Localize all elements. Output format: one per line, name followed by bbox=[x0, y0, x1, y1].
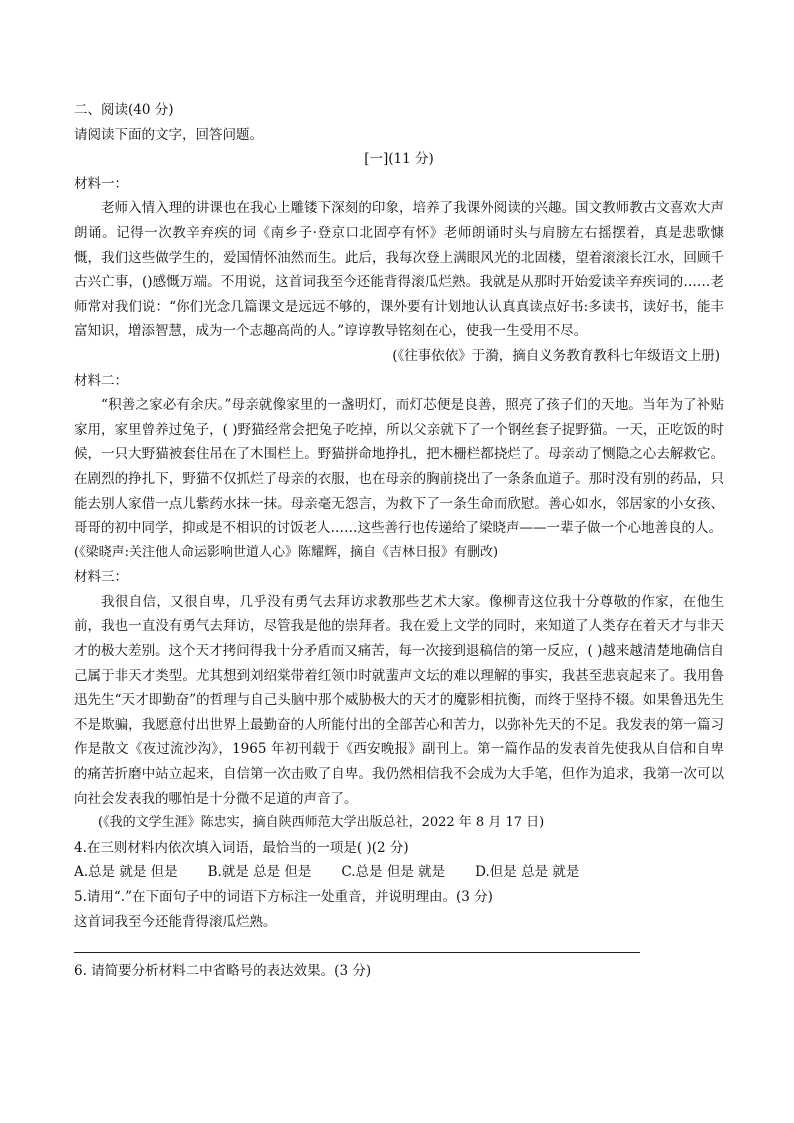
option-b: B.就是 总是 但是 bbox=[207, 864, 312, 881]
material1-text: 老师入情入理的讲课也在我心上雕镂下深刻的印象，培养了我课外阅读的兴趣。国文教师教古文喜欢大声朗诵。记得一次教辛弃疾的词《南乡子·登京口北固亭有怀》老师朗诵时头与肩膀左右摇摆着，真是悲歌慷慨，我们这些做学生的，爱国情怀油然而生。此后，我每次登上满眼风光的北固楼，望着滚滚长江水，回顾千古兴亡事，()感慨万端。不用说，这首词我至今还能背得滚瓜烂熟。我就是从那时开始爱读辛弃疾词的……老师常对我们说：“你们光念几篇课文是远远不够的，课外要有计划地认认真真读点好书:多读书，读好书，能丰富知识，增添智慧，成为一个志趣高尚的人。”谆谆教导铭刻在心，使我一生受用不尽。 bbox=[74, 200, 724, 340]
question-4-stem: 4.在三则材料内依次填入词语，最恰当的一项是( )(2 分) bbox=[74, 839, 409, 856]
material3-source: (《我的文学生涯》陈忠实，摘自陕西师范大学出版总社，2022 年 8 月 17 日) bbox=[98, 815, 545, 831]
question-4-options bbox=[74, 860, 724, 885]
reading-instruction: 请阅读下面的文字，回答问题。 bbox=[74, 126, 263, 143]
part-heading: [一](11 分) bbox=[364, 151, 434, 168]
option-d: D.但是 总是 就是 bbox=[475, 864, 580, 881]
material2-source: (《梁晓声:关注他人命运影响世道人心》陈耀辉，摘自《吉林日报》有删改) bbox=[74, 544, 499, 560]
material3-text: 我很自信，又很自卑，几乎没有勇气去拜访求教那些艺术大家。像柳青这位我十分尊敬的作家，在他生前，我也一直没有勇气去拜访，尽管我是他的崇拜者。我在爱上文学的同时，来知道了人类存在着天才与非天才的极大差别。这个天才拷问得我十分矛盾而又痛苦，每一次接到退稿信的第一反应，( )越来越清楚地确信自己属于非天才类型。尤其想到刘绍棠带着红领巾时就蜚声文坛的难以理解的事实，我甚至悲哀起来了。我用鲁迅先生“天才即勤奋”的哲理与自己头脑中那个威胁极大的天才的魔影相抗衡，而终于坚持不辍。如果鲁迅先生不是欺骗，我愿意付出世界上最勤奋的人所能付出的全部苦心和苦力，以弥补先天的不足。我发表的第一篇习作是散文《夜过流沙沟》，1965 年初刊载于《西安晚报》副刊上。第一篇作品的发表首先使我从自信和自卑的痛苦折磨中站立起来，自信第一次击败了自卑。我仍然相信我不会成为大手笔，但作为追求，我第一次可以向社会发表我的哪怕是十分微不足道的声音了。 bbox=[74, 593, 724, 807]
material2-text: “积善之家必有余庆。”母亲就像家里的一盏明灯，而灯芯便是良善，照亮了孩子们的天地。当年为了补贴家用，家里曾养过兔子，( )野猫经常会把兔子吃掉，所以父亲就下了一个钢丝套子捉野猫。一天，正吃饭的时候，一只大野猫被套住吊在了木围栏上。野猫拼命地挣扎，把木栅栏都挠烂了。母亲动了恻隐之心去解救它。在剧烈的挣扎下，野猫不仅抓烂了母亲的衣服，也在母亲的胸前挠出了一条条血道子。那时没有别的药品，只能去别人家借一点儿紫药水抹一抹。母亲毫无怨言，为救下了一条生命而欣慰。善心如水，邻居家的小女孩、哥哥的初中同学，抑或是不相识的讨饭老人……这些善行也传递给了梁晓声——一辈子做一个心地善良的人。 bbox=[74, 397, 724, 537]
section-heading: 二、阅读(40 分) bbox=[74, 102, 174, 118]
material2-label: 材料二： bbox=[74, 372, 128, 389]
material1-label: 材料一： bbox=[74, 175, 128, 192]
exam-page bbox=[74, 98, 724, 984]
answer-line bbox=[74, 952, 640, 953]
question-6-stem: 6. 请简要分析材料二中省略号的表达效果。(3 分) bbox=[74, 963, 372, 980]
material1-source: (《往事依依》于漪，摘自义务教育教科七年级语文上册) bbox=[392, 347, 720, 364]
question-5-stem: 5.请用“.”在下面句子中的词语下方标注一处重音，并说明理由。(3 分) bbox=[74, 889, 493, 905]
material3-label: 材料三： bbox=[74, 569, 128, 586]
question-5-sentence: 这首词我至今还能背得滚瓜烂熟。 bbox=[74, 913, 277, 930]
option-a: A.总是 就是 但是 bbox=[74, 864, 178, 881]
option-c: C.总是 但是 就是 bbox=[341, 864, 446, 881]
